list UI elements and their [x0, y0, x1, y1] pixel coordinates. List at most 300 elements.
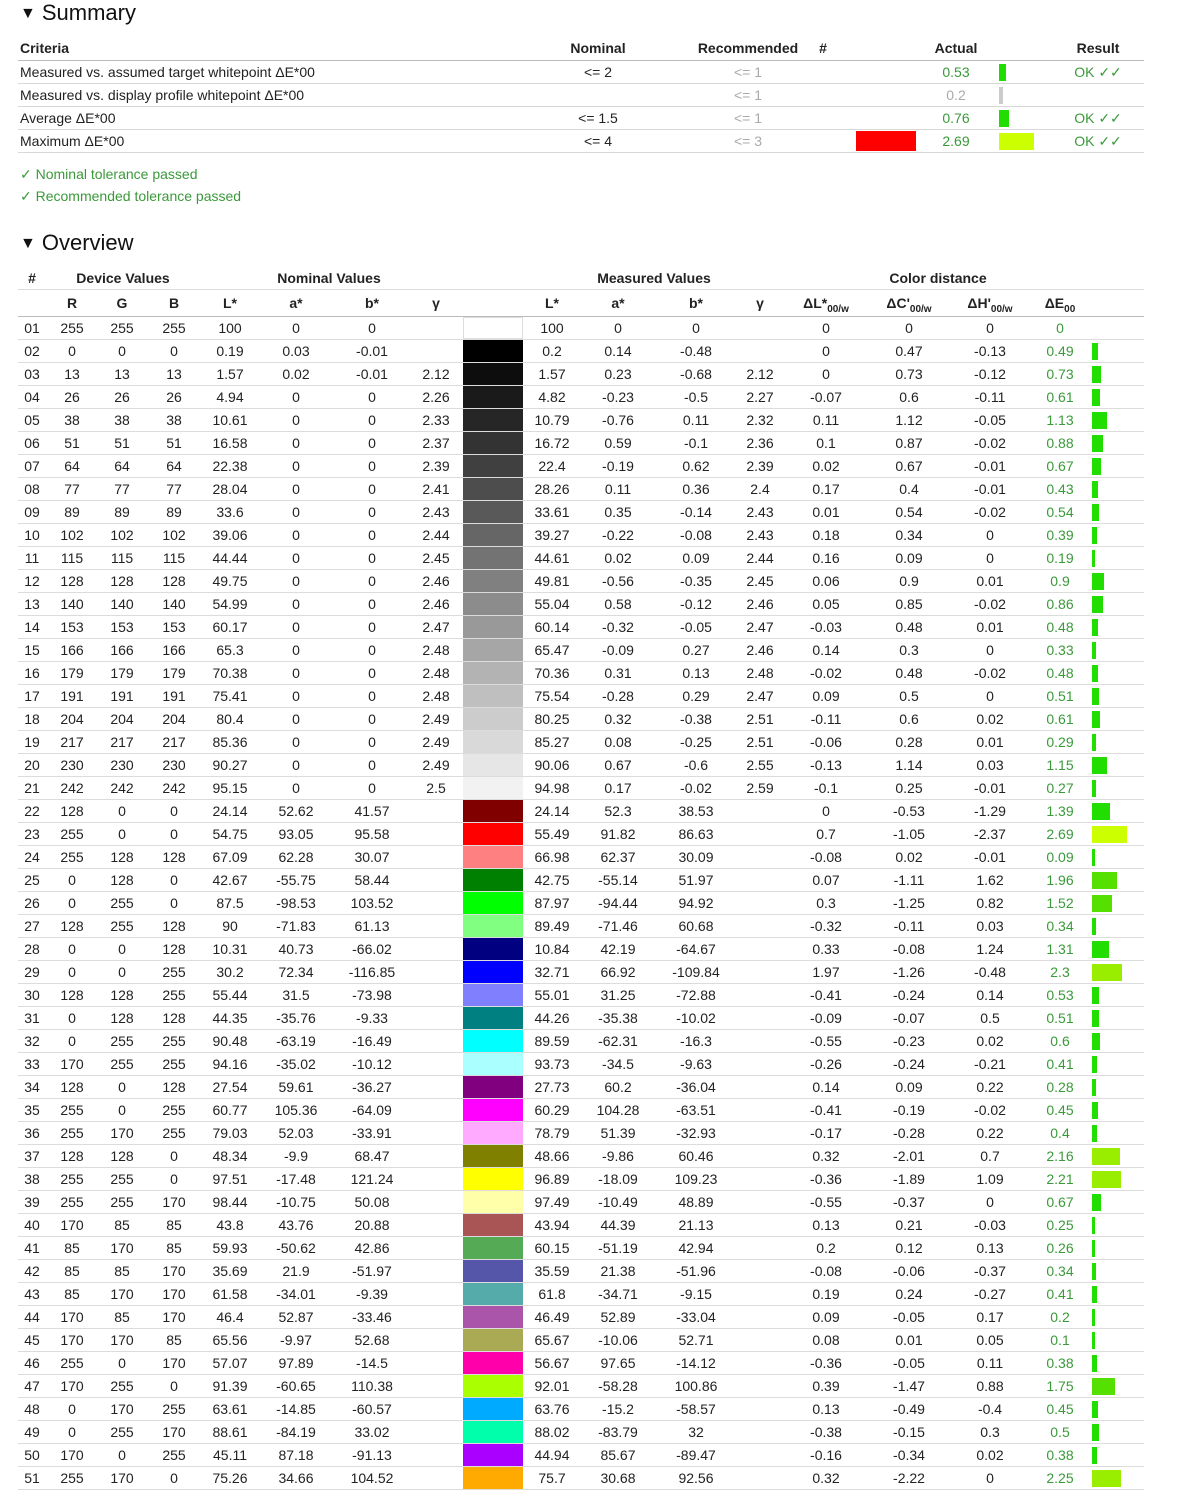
b-cell: 170	[162, 1355, 186, 1371]
delta-l-cell: 0.14	[812, 1079, 840, 1095]
measured-a-cell: 104.28	[596, 1102, 640, 1118]
nominal-b-cell: 30.07	[354, 849, 390, 865]
delta-e-bar	[1092, 780, 1096, 797]
delta-h-cell: 0	[986, 550, 994, 566]
collapse-triangle-icon[interactable]: ▼	[20, 235, 36, 252]
nominal-b-cell: 110.38	[351, 1378, 393, 1394]
nominal-a-cell: 93.05	[278, 826, 314, 842]
col-delta-c: $\Delta C'_{00/w}$	[886, 295, 932, 315]
delta-e-cell: 0.39	[1046, 527, 1074, 543]
delta-e-cell: 0.5	[1050, 1424, 1070, 1440]
r-cell: 170	[60, 1447, 84, 1463]
num-cell: 45	[24, 1332, 40, 1348]
measured-b-cell: -10.02	[676, 1010, 716, 1026]
measured-gamma-cell: 2.46	[746, 596, 774, 612]
measured-b-cell: 100.86	[674, 1378, 718, 1394]
g-cell: 204	[110, 711, 134, 727]
b-cell: 26	[166, 389, 182, 405]
r-cell: 255	[60, 1470, 84, 1486]
b-cell: 0	[170, 826, 178, 842]
delta-c-cell: -0.28	[893, 1125, 925, 1141]
g-cell: 255	[110, 1056, 134, 1072]
color-swatch	[463, 708, 523, 730]
nominal-b-cell: 0	[368, 780, 376, 796]
g-cell: 170	[110, 1286, 134, 1302]
delta-l-cell: -0.11	[810, 711, 842, 727]
nominal-a-cell: 52.03	[278, 1125, 314, 1141]
measured-a-cell: 0.32	[604, 711, 632, 727]
table-row	[18, 1467, 1144, 1490]
nominal-value: <= 2	[583, 64, 613, 80]
table-row	[18, 340, 1144, 363]
num-cell: 29	[24, 964, 40, 980]
num-cell: 01	[24, 320, 40, 336]
color-distance-header: Color distance	[889, 270, 987, 286]
measured-a-cell: 60.2	[604, 1079, 632, 1095]
col-r: R	[66, 295, 78, 311]
measured-l-cell: 24.14	[534, 803, 570, 819]
table-row	[18, 593, 1144, 616]
measured-l-cell: 44.26	[534, 1010, 570, 1026]
delta-e-cell: 0.45	[1046, 1102, 1074, 1118]
measured-b-cell: 60.46	[678, 1148, 714, 1164]
measured-b-cell: 38.53	[678, 803, 714, 819]
nominal-a-cell: 0	[292, 619, 300, 635]
num-cell: 31	[24, 1010, 40, 1026]
measured-l-cell: 0.2	[542, 343, 562, 359]
b-cell: 128	[162, 849, 186, 865]
nominal-b-cell: -36.27	[352, 1079, 392, 1095]
measured-b-cell: -58.57	[676, 1401, 716, 1417]
delta-c-cell: -0.23	[893, 1033, 925, 1049]
r-cell: 0	[68, 1401, 76, 1417]
delta-e-bar	[1092, 1010, 1099, 1027]
num-cell: 46	[24, 1355, 40, 1371]
measured-gamma-cell: 2.12	[746, 366, 774, 382]
b-cell: 38	[166, 412, 182, 428]
measured-b-cell: -9.15	[680, 1286, 712, 1302]
nominal-l-cell: 65.3	[216, 642, 244, 658]
measured-b-cell: -64.67	[676, 941, 716, 957]
delta-c-cell: -0.05	[893, 1355, 925, 1371]
g-cell: 85	[114, 1217, 130, 1233]
measured-b-cell: 94.92	[678, 895, 714, 911]
delta-e-cell: 0.27	[1046, 780, 1074, 796]
nominal-b-cell: 0	[368, 527, 376, 543]
delta-h-cell: 0.13	[976, 1240, 1004, 1256]
measured-l-cell: 75.7	[538, 1470, 566, 1486]
overview-group-header-row	[18, 267, 1144, 290]
color-swatch	[463, 478, 523, 500]
delta-e-cell: 0.2	[1050, 1309, 1070, 1325]
nominal-value: <= 4	[583, 133, 613, 149]
delta-c-cell: 0.4	[899, 481, 919, 497]
nominal-a-cell: 72.34	[278, 964, 314, 980]
recommended-value: <= 1	[733, 87, 763, 103]
delta-e-bar	[1092, 1102, 1098, 1119]
delta-e-bar	[1092, 412, 1107, 429]
delta-h-cell: -0.02	[974, 1102, 1006, 1118]
nominal-gamma-cell: 2.45	[422, 550, 450, 566]
delta-e-cell: 0.43	[1046, 481, 1074, 497]
nominal-b-cell: 0	[368, 619, 376, 635]
b-cell: 242	[162, 780, 186, 796]
delta-e-bar	[1092, 1470, 1121, 1487]
table-row	[18, 1099, 1144, 1122]
measured-l-cell: 88.02	[534, 1424, 570, 1440]
delta-e-cell: 0.41	[1046, 1056, 1074, 1072]
delta-c-cell: 0.6	[899, 711, 919, 727]
num-cell: 50	[24, 1447, 40, 1463]
delta-e-bar	[1092, 1194, 1101, 1211]
delta-l-cell: 0.11	[812, 412, 840, 428]
num-cell: 33	[24, 1056, 40, 1072]
g-cell: 255	[110, 918, 134, 934]
summary-row	[18, 61, 1144, 84]
measured-a-cell: 0.31	[604, 665, 632, 681]
delta-c-cell: 0.01	[895, 1332, 923, 1348]
num-cell: 34	[24, 1079, 40, 1095]
table-row	[18, 662, 1144, 685]
measured-a-cell: -0.22	[602, 527, 634, 543]
color-swatch	[463, 317, 523, 339]
delta-l-cell: -0.26	[810, 1056, 842, 1072]
g-cell: 85	[114, 1309, 130, 1325]
delta-e-bar	[1092, 1447, 1097, 1464]
delta-l-cell: 0.13	[812, 1401, 840, 1417]
delta-e-bar	[1092, 849, 1095, 866]
g-cell: 230	[110, 757, 134, 773]
measured-l-cell: 100	[540, 320, 564, 336]
b-cell: 170	[162, 1309, 186, 1325]
table-row	[18, 1444, 1144, 1467]
nominal-a-cell: -50.62	[276, 1240, 316, 1256]
delta-h-cell: 0	[986, 1470, 994, 1486]
delta-c-cell: 0.34	[895, 527, 923, 543]
r-cell: 255	[60, 826, 84, 842]
num-cell: 26	[24, 895, 40, 911]
delta-h-cell: -0.05	[974, 412, 1006, 428]
num-cell: 39	[24, 1194, 40, 1210]
delta-h-cell: -0.02	[974, 665, 1006, 681]
color-swatch	[463, 1030, 523, 1052]
nominal-gamma-cell: 2.43	[422, 504, 450, 520]
b-cell: 191	[162, 688, 186, 704]
measured-l-cell: 70.36	[534, 665, 570, 681]
measured-b-cell: -0.6	[683, 757, 709, 773]
delta-h-cell: -0.27	[974, 1286, 1006, 1302]
delta-c-cell: 0.87	[895, 435, 923, 451]
num-cell: 23	[24, 826, 40, 842]
criteria-header: Criteria	[20, 40, 70, 56]
table-row	[18, 1053, 1144, 1076]
nominal-l-cell: 28.04	[212, 481, 248, 497]
nominal-l-cell: 88.61	[212, 1424, 248, 1440]
g-cell: 191	[110, 688, 134, 704]
delta-l-cell: -0.36	[810, 1171, 842, 1187]
table-row	[18, 478, 1144, 501]
g-cell: 26	[114, 389, 130, 405]
r-cell: 128	[60, 987, 84, 1003]
measured-a-cell: -0.09	[602, 642, 634, 658]
delta-e-bar	[1092, 550, 1095, 567]
nominal-l-cell: 94.16	[212, 1056, 248, 1072]
b-cell: 166	[162, 642, 186, 658]
delta-h-cell: -0.01	[974, 458, 1006, 474]
nominal-b-cell: 0	[368, 757, 376, 773]
measured-b-cell: 92.56	[678, 1470, 714, 1486]
nominal-b-cell: 0	[368, 711, 376, 727]
delta-h-cell: -0.02	[974, 504, 1006, 520]
delta-l-cell: 0.3	[816, 895, 836, 911]
col-nominal-b: b*	[365, 295, 379, 311]
delta-l-cell: 0.18	[812, 527, 840, 543]
b-cell: 255	[162, 1401, 186, 1417]
measured-l-cell: 28.26	[534, 481, 570, 497]
delta-l-cell: -0.08	[810, 849, 842, 865]
g-cell: 0	[118, 964, 126, 980]
delta-l-cell: 0.02	[812, 458, 840, 474]
delta-l-cell: -0.07	[810, 389, 842, 405]
measured-l-cell: 55.49	[534, 826, 570, 842]
nominal-a-cell: -10.75	[276, 1194, 316, 1210]
patch-swatch	[856, 131, 916, 151]
nominal-a-cell: -14.85	[276, 1401, 316, 1417]
delta-e-bar	[1092, 596, 1103, 613]
nominal-l-cell: 95.15	[212, 780, 248, 796]
delta-l-cell: 0	[822, 343, 830, 359]
r-cell: 153	[60, 619, 84, 635]
table-row	[18, 547, 1144, 570]
color-swatch	[463, 639, 523, 661]
num-cell: 04	[24, 389, 40, 405]
delta-e-cell: 0.51	[1046, 1010, 1074, 1026]
color-swatch	[463, 524, 523, 546]
summary-row	[18, 84, 1144, 107]
num-cell: 27	[24, 918, 40, 934]
measured-l-cell: 39.27	[534, 527, 570, 543]
g-cell: 140	[110, 596, 134, 612]
num-cell: 22	[24, 803, 40, 819]
delta-e-cell: 0.6	[1050, 1033, 1070, 1049]
b-cell: 170	[162, 1194, 186, 1210]
actual-bar	[999, 64, 1006, 81]
nominal-a-cell: 0	[292, 757, 300, 773]
measured-l-cell: 1.57	[538, 366, 566, 382]
overview-column-header-row	[18, 290, 1144, 317]
delta-h-cell: 0	[986, 642, 994, 658]
color-swatch	[463, 915, 523, 937]
nominal-b-cell: 20.88	[354, 1217, 390, 1233]
nominal-b-cell: 41.57	[354, 803, 390, 819]
measured-l-cell: 89.59	[534, 1033, 570, 1049]
table-row	[18, 616, 1144, 639]
b-cell: 140	[162, 596, 186, 612]
measured-a-cell: -10.49	[598, 1194, 638, 1210]
delta-e-cell: 0.26	[1046, 1240, 1074, 1256]
g-cell: 128	[110, 573, 134, 589]
nominal-b-cell: 0	[368, 734, 376, 750]
color-swatch	[463, 984, 523, 1006]
b-cell: 13	[166, 366, 182, 382]
num-cell: 35	[24, 1102, 40, 1118]
measured-a-cell: 0.14	[604, 343, 632, 359]
nominal-b-cell: -0.01	[356, 343, 388, 359]
table-row	[18, 639, 1144, 662]
measured-l-cell: 43.94	[534, 1217, 570, 1233]
nominal-l-cell: 33.6	[216, 504, 244, 520]
b-cell: 128	[162, 1079, 186, 1095]
num-cell: 16	[24, 665, 40, 681]
delta-h-cell: -0.02	[974, 596, 1006, 612]
num-cell: 19	[24, 734, 40, 750]
overview-heading[interactable]: ▼ Overview	[20, 230, 134, 255]
nominal-gamma-cell: 2.49	[422, 734, 450, 750]
measured-b-cell: -0.08	[680, 527, 712, 543]
delta-e-cell: 0.45	[1046, 1401, 1074, 1417]
measured-a-cell: 0.58	[604, 596, 632, 612]
table-row	[18, 1306, 1144, 1329]
table-row	[18, 708, 1144, 731]
measured-b-cell: -0.48	[680, 343, 712, 359]
delta-h-cell: -0.01	[974, 780, 1006, 796]
nominal-l-cell: 100	[218, 320, 242, 336]
delta-e-bar	[1092, 1217, 1095, 1234]
delta-h-cell: -0.4	[977, 1401, 1003, 1417]
measured-b-cell: -0.5	[683, 389, 709, 405]
r-cell: 179	[60, 665, 84, 681]
measured-b-cell: 42.94	[678, 1240, 714, 1256]
b-cell: 0	[170, 803, 178, 819]
measured-a-cell: -9.86	[602, 1148, 634, 1164]
nominal-l-cell: 80.4	[216, 711, 244, 727]
delta-c-cell: -0.06	[893, 1263, 925, 1279]
measured-b-cell: 0	[692, 320, 700, 336]
measured-l-cell: 4.82	[538, 389, 566, 405]
delta-c-cell: 0.28	[895, 734, 923, 750]
nominal-a-cell: 0	[292, 573, 300, 589]
delta-l-cell: -0.38	[810, 1424, 842, 1440]
nominal-l-cell: 45.11	[213, 1447, 247, 1463]
nominal-b-cell: 0	[368, 458, 376, 474]
measured-l-cell: 32.71	[534, 964, 570, 980]
num-cell: 03	[24, 366, 40, 382]
r-cell: 85	[64, 1240, 80, 1256]
delta-e-cell: 2.69	[1046, 826, 1074, 842]
delta-c-cell: 0.54	[895, 504, 923, 520]
num-cell: 49	[24, 1424, 40, 1440]
delta-h-cell: -0.02	[974, 435, 1006, 451]
measured-a-cell: 0.02	[604, 550, 632, 566]
measured-a-cell: 31.25	[600, 987, 636, 1003]
measured-l-cell: 55.04	[534, 596, 570, 612]
nominal-a-cell: 59.61	[278, 1079, 314, 1095]
nominal-l-cell: 54.75	[212, 826, 248, 842]
nominal-value: <= 1.5	[578, 110, 618, 126]
g-cell: 128	[110, 849, 134, 865]
nominal-a-cell: -17.48	[276, 1171, 316, 1187]
g-cell: 0	[118, 1355, 126, 1371]
delta-l-cell: 0.2	[816, 1240, 836, 1256]
nominal-a-cell: -55.75	[276, 872, 316, 888]
delta-c-cell: -1.89	[893, 1171, 925, 1187]
delta-l-cell: -0.08	[810, 1263, 842, 1279]
measured-a-cell: 44.39	[600, 1217, 636, 1233]
color-swatch	[463, 1145, 523, 1167]
r-cell: 85	[64, 1263, 80, 1279]
measured-l-cell: 94.98	[534, 780, 570, 796]
overview-table	[18, 267, 1144, 1490]
delta-e-cell: 1.13	[1046, 412, 1074, 428]
measured-b-cell: -63.51	[676, 1102, 716, 1118]
color-swatch	[463, 1352, 523, 1374]
summary-heading[interactable]: ▼ Summary	[20, 0, 136, 25]
g-cell: 170	[110, 1125, 134, 1141]
delta-e-bar	[1092, 1125, 1097, 1142]
collapse-triangle-icon[interactable]: ▼	[20, 5, 36, 22]
measured-b-cell: -0.02	[680, 780, 712, 796]
measured-b-cell: -16.3	[680, 1033, 712, 1049]
delta-l-cell: 1.97	[812, 964, 840, 980]
num-cell: 47	[24, 1378, 40, 1394]
b-cell: 170	[162, 1424, 186, 1440]
color-swatch	[463, 800, 523, 822]
nominal-header: Nominal	[570, 40, 626, 56]
nominal-a-cell: 0	[292, 688, 300, 704]
measured-l-cell: 97.49	[534, 1194, 570, 1210]
g-cell: 170	[110, 1332, 134, 1348]
nominal-b-cell: 0	[368, 688, 376, 704]
num-cell: 28	[24, 941, 40, 957]
r-cell: 38	[64, 412, 80, 428]
delta-e-cell: 0.88	[1046, 435, 1074, 451]
measured-a-cell: 0.17	[604, 780, 632, 796]
g-cell: 179	[110, 665, 134, 681]
b-cell: 115	[162, 550, 186, 566]
nominal-l-cell: 67.09	[212, 849, 248, 865]
measured-a-cell: -15.2	[602, 1401, 634, 1417]
nominal-b-cell: -91.13	[352, 1447, 392, 1463]
delta-c-cell: 0.24	[895, 1286, 923, 1302]
delta-e-cell: 0.67	[1046, 458, 1074, 474]
r-cell: 170	[60, 1378, 84, 1394]
measured-l-cell: 56.67	[534, 1355, 570, 1371]
nominal-a-cell: 0	[292, 550, 300, 566]
measured-b-cell: 0.36	[682, 481, 710, 497]
measured-l-cell: 89.49	[534, 918, 570, 934]
nominal-gamma-cell: 2.46	[422, 573, 450, 589]
measured-a-cell: 42.19	[600, 941, 636, 957]
r-cell: 255	[60, 849, 84, 865]
table-row	[18, 754, 1144, 777]
summary-row	[18, 107, 1144, 130]
criteria-label: Measured vs. display profile whitepoint ΔE*00	[20, 87, 305, 103]
delta-c-cell: -0.08	[893, 941, 925, 957]
r-cell: 255	[60, 1102, 84, 1118]
measured-b-cell: -33.04	[676, 1309, 716, 1325]
measured-a-cell: 0.23	[604, 366, 632, 382]
nominal-l-cell: 44.44	[212, 550, 248, 566]
nominal-b-cell: 0	[368, 573, 376, 589]
measured-l-cell: 44.94	[534, 1447, 570, 1463]
delta-h-cell: 0.5	[980, 1010, 1000, 1026]
num-cell: 41	[24, 1240, 40, 1256]
measured-b-cell: 0.13	[682, 665, 710, 681]
delta-e-bar	[1092, 987, 1099, 1004]
nominal-a-cell: 87.18	[278, 1447, 314, 1463]
delta-e-bar	[1092, 366, 1101, 383]
delta-e-bar	[1092, 1240, 1095, 1257]
